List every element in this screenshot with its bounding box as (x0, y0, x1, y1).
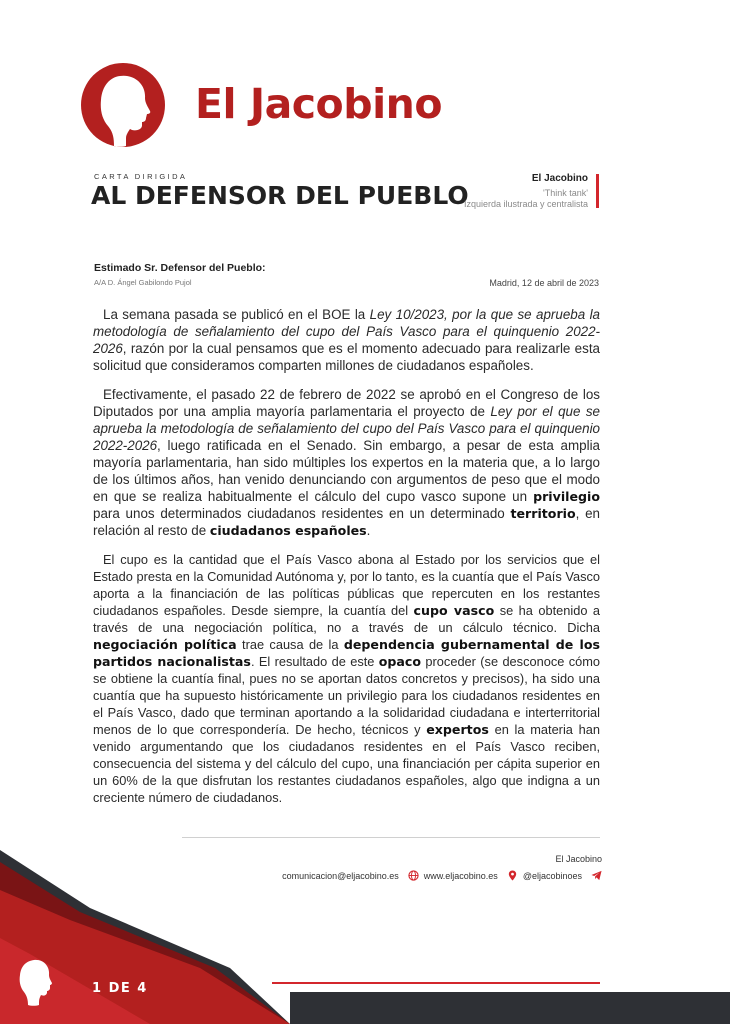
paragraph-1 (93, 306, 600, 374)
text-run: , luego ratificada en el Senado. Sin embargo, a pesar de esta amplia mayoría parlamentaria, han sido múltiples los expertos en la materia que, a lo largo de los últimos años, han venido denunciando con argumentos de peso que el modo en que se realiza habitualmente el cálculo del cupo vasco supone un (93, 438, 600, 504)
page-number: 1 DE 4 (92, 981, 148, 996)
text-run: , razón por la cual pensamos que es el momento adecuado para realizarle esta solicitud que consideramos comparten millones de ciudadanos españoles. (93, 341, 600, 373)
org-name: El Jacobino (531, 173, 588, 184)
text-run: en la materia han venido argumentando que los ciudadanos residentes en el País Vasco reciben, consecuencia del sistema y del cálculo del cupo, una financiación per cápita superior en un 60% de la que disfrutan los restantes ciudadanos españoles, algo que indigna a un creciente número de ciudadanos. (93, 722, 600, 805)
paragraph-3 (93, 551, 600, 806)
emphasis: dependencia gubernamental de los partidos nacionalistas (93, 637, 601, 669)
footer-bottom-bar (290, 992, 730, 1024)
law-title: Ley por el que se aprueba la metodología de señalamiento del cupo del País Vasco para el quinquenio 2022-2026 (93, 404, 601, 453)
emphasis: ciudadanos españoles (209, 523, 367, 538)
org-description: Izquierda ilustrada y centralista (463, 199, 588, 209)
text-run: trae causa de la (236, 637, 344, 652)
page-title: AL DEFENSOR DEL PUEBLO (91, 181, 469, 210)
email-link[interactable]: comunicacion@eljacobino.es (282, 870, 399, 881)
salutation: Estimado Sr. Defensor del Pueblo: (94, 262, 266, 274)
emphasis: cupo vasco (413, 603, 495, 618)
text-run: proceder (se desconoce cómo se obtiene la cuantía final, pues no se aportan datos concretos y precisos), ha sido una cuantía que ha supuesto históricamente un privilegio para los ciudadanos residentes en el País Vasco, dado que terminan aportando a la solidaridad ciudadana e interterritorial menos de lo que correspondería. De hecho, técnicos y (93, 654, 600, 737)
title-kicker: CARTA DIRIGIDA (94, 172, 188, 181)
org-block (464, 173, 588, 210)
recipient-line: A/A D. Ángel Gabilondo Pujol (94, 278, 192, 287)
text-run: El cupo es la cantidad que el País Vasco abona al Estado por los servicios que el Estado presta en la Comunidad Autónoma y, por lo tanto, es la cuantía que el País Vasco aporta a la financiación de las políticas públicas que repercuten en los restantes ciudadanos españoles. Desde siempre, la cuantía del (93, 552, 600, 618)
text-run: , en relación al resto de (93, 506, 600, 538)
law-title: Ley 10/2023, por la que se aprueba la metodología de señalamiento del cupo del País Vasco para el quinquenio 2022-2026 (93, 307, 600, 356)
letter-date: Madrid, 12 de abril de 2023 (489, 278, 599, 288)
paragraph-2 (93, 386, 600, 539)
emphasis: privilegio (533, 489, 600, 504)
social-handle-link[interactable]: @eljacobinoes (522, 870, 582, 881)
text-run: La semana pasada se publicó en el BOE la (103, 307, 370, 322)
footer-red-rule (272, 982, 600, 984)
footer-org: El Jacobino (555, 854, 602, 864)
emphasis: negociación política (93, 637, 237, 652)
org-accent-bar (596, 174, 599, 208)
emphasis: territorio (510, 506, 576, 521)
text-run: para unos determinados ciudadanos residentes en un determinado (93, 506, 511, 521)
text-run: Efectivamente, el pasado 22 de febrero de 2022 se aprobó en el Congreso de los Diputados por una amplia mayoría parlamentaria el proyecto de (93, 387, 600, 419)
text-run: . (366, 523, 371, 538)
profile-head-icon (18, 958, 54, 1006)
letter-body (93, 306, 600, 818)
footer-divider (182, 837, 600, 838)
brand-name: El Jacobino (195, 80, 442, 128)
emphasis: expertos (426, 722, 489, 737)
text-run: . El resultado de este (250, 654, 379, 669)
profile-head-logo (80, 62, 166, 148)
text-run: se ha obtenido a través de una negociación política, no a través de un cálculo técnico. Dicha (93, 603, 600, 635)
org-tagline: 'Think tank' (543, 188, 588, 198)
website-link[interactable]: www.eljacobino.es (423, 870, 498, 881)
emphasis: opaco (378, 654, 422, 669)
